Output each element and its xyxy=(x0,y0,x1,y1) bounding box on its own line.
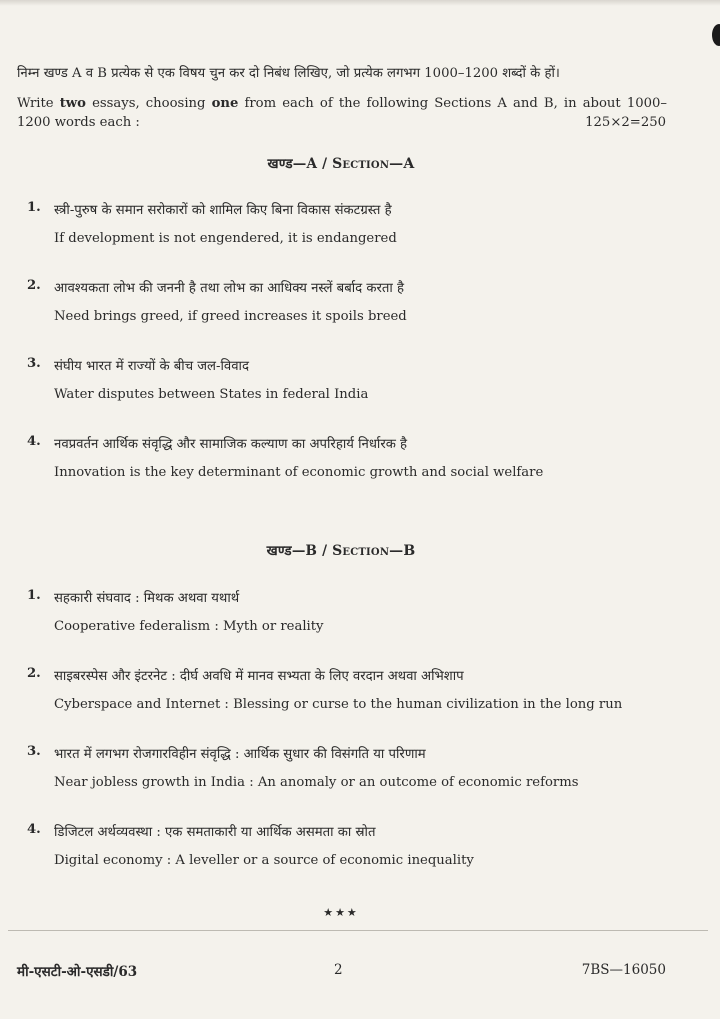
marks-allocation: 125×2=250 xyxy=(585,115,666,130)
question-hindi: सहकारी संघवाद : मिथक अथवा यथार्थ xyxy=(54,591,240,606)
section-a-heading: खण्ड—A / Section—A xyxy=(267,156,415,172)
question-number: 2. xyxy=(27,278,41,293)
end-of-paper-stars: ★★★ xyxy=(323,906,359,919)
question-hindi: नवप्रवर्तन आर्थिक संवृद्धि और सामाजिक कल्याण का अपरिहार्य निर्धारक है xyxy=(54,437,408,452)
footer-divider xyxy=(8,930,708,931)
question-number: 4. xyxy=(27,822,41,837)
instructions-english: Write two essays, choosing one from each of the following Sections A and B, in about 1000–1200 words each : xyxy=(17,96,667,130)
question-number: 3. xyxy=(27,356,41,371)
instructions-hindi: निम्न खण्ड A व B प्रत्येक से एक विषय चुन कर दो निबंध लिखिए, जो प्रत्येक लगभग 1000–1200 शब्दों के हों। xyxy=(17,66,560,81)
instruction-emphasis-one: one xyxy=(211,96,239,111)
question-number: 1. xyxy=(27,200,41,215)
page-top-edge xyxy=(0,0,720,6)
question-hindi: स्त्री-पुरुष के समान सरोकारों को शामिल किए बिना विकास संकटग्रस्त है xyxy=(54,203,392,218)
question-english: Cyberspace and Internet : Blessing or curse to the human civilization in the long run xyxy=(54,697,623,712)
booklet-reference: 7BS—16050 xyxy=(581,962,666,978)
question-number: 4. xyxy=(27,434,41,449)
question-english: Cooperative federalism : Myth or reality xyxy=(54,619,324,634)
question-english: Need brings greed, if greed increases it spoils breed xyxy=(54,309,407,324)
question-english: Innovation is the key determinant of economic growth and social welfare xyxy=(54,465,544,480)
paper-code: मी-एसटी-ओ-एसडी/63 xyxy=(17,964,138,980)
section-b-heading: खण्ड—B / Section—B xyxy=(266,543,416,559)
question-english: Water disputes between States in federal India xyxy=(54,387,369,402)
punch-hole-mark xyxy=(712,24,720,46)
question-number: 1. xyxy=(27,588,41,603)
question-hindi: भारत में लगभग रोजगारविहीन संवृद्धि : आर्थिक सुधार की विसंगति या परिणाम xyxy=(54,747,426,762)
question-number: 2. xyxy=(27,666,41,681)
question-english: Digital economy : A leveller or a source of economic inequality xyxy=(54,853,474,868)
question-number: 3. xyxy=(27,744,41,759)
question-hindi: डिजिटल अर्थव्यवस्था : एक समताकारी या आर्थिक असमता का स्रोत xyxy=(54,825,376,840)
question-hindi: संघीय भारत में राज्यों के बीच जल-विवाद xyxy=(54,359,249,374)
question-english: Near jobless growth in India : An anomaly or an outcome of economic reforms xyxy=(54,775,579,790)
page-number: 2 xyxy=(334,962,343,978)
question-hindi: आवश्यकता लोभ की जननी है तथा लोभ का आधिक्य नस्लें बर्बाद करता है xyxy=(54,281,404,296)
question-hindi: साइबरस्पेस और इंटरनेट : दीर्घ अवधि में मानव सभ्यता के लिए वरदान अथवा अभिशाप xyxy=(54,669,464,684)
instruction-emphasis-two: two xyxy=(59,96,86,111)
question-english: If development is not engendered, it is endangered xyxy=(54,231,397,246)
